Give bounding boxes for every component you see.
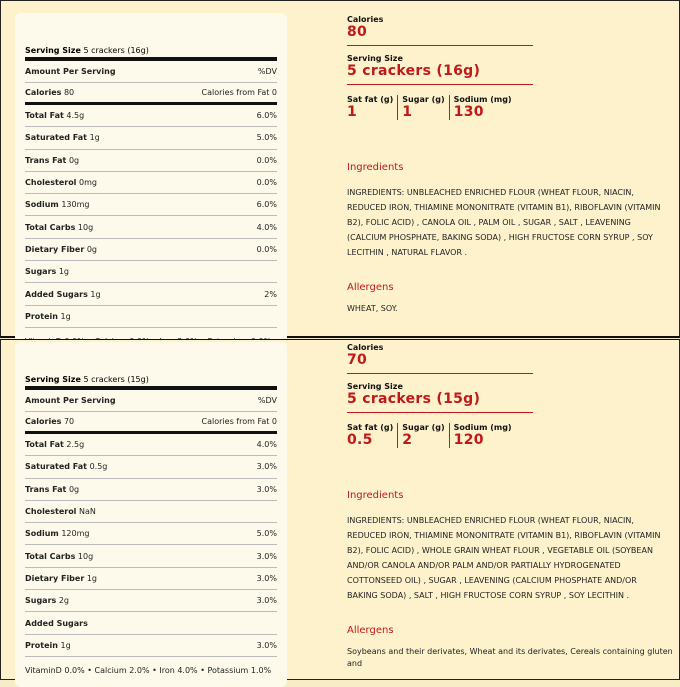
nutrient-name: Saturated Fat (25, 462, 88, 472)
serving-size-label: Serving Size (25, 375, 81, 384)
sugar-cell (397, 423, 448, 448)
nutrient-dv: 5.0% (256, 133, 277, 143)
nutrient-row (25, 261, 277, 283)
nutrient-dv: 5.0% (256, 529, 277, 539)
nutrient-dv: 0.0% (256, 155, 277, 165)
amount-per-serving: Amount Per Serving (25, 396, 116, 405)
nutrient-row (25, 612, 277, 634)
nutrient-name: Sugars (25, 596, 57, 606)
nutrient-row (25, 434, 277, 456)
nutrient-row (25, 456, 277, 478)
allergens-text: WHEAT, SOY. (347, 304, 398, 313)
key-nutrients (347, 423, 677, 448)
allergens-title: Allergens (347, 282, 394, 293)
nutrient-amount: 0g (68, 484, 80, 494)
nutrient-name: Total Fat (25, 440, 64, 450)
nutrient-amount: 10g (77, 222, 94, 232)
sodium-value: 120 (453, 432, 484, 448)
nutrient-amount: NaN (78, 507, 96, 517)
serving-size-row (25, 13, 277, 61)
nutrient-row (25, 150, 277, 172)
sodium-cell (449, 423, 516, 448)
nutrient-amount: 1g (86, 573, 97, 583)
calories-label: Calories (25, 88, 62, 97)
nutrient-name: Total Carbs (25, 551, 76, 561)
amount-per-serving-row (25, 61, 277, 83)
amount-per-serving: Amount Per Serving (25, 67, 116, 76)
ingredients-text: INGREDIENTS: UNBLEACHED ENRICHED FLOUR (WHEAT FLOUR, NIACIN, REDUCED IRON, THIAMINE MONONITRATE (VITAMIN B1), RIBOFLAVIN (VITAMIN B2), FOLIC ACID) , WHOLE GRAIN WHEAT FLOUR , VEGETABLE OIL (SOYBEAN AND/OR CANOLA AND/OR PALM AND/OR PARTIALLY HYDROGENATED COTTONSEED OIL) , SUGAR , LEAVENING (CALCIUM PHOSPHATE AND/OR BAKING SODA) , SALT , HIGH FRUCTOSE CORN SYRUP , SOY LECITHIN . (347, 516, 661, 600)
sat-fat-cell (347, 95, 397, 120)
nutrient-dv: 3.0% (256, 484, 277, 494)
nutrient-dv: 3.0% (256, 551, 277, 561)
nutrient-dv: 3.0% (256, 596, 277, 606)
key-nutrients (347, 95, 677, 120)
product-info (347, 343, 677, 670)
info-serving-value: 5 crackers (15g) (347, 391, 481, 407)
calories-value: 80 (63, 88, 75, 97)
sugar-value: 1 (402, 104, 413, 120)
sat-fat-cell (347, 423, 397, 448)
nutrient-amount: 2.5g (66, 440, 85, 450)
allergens-title: Allergens (347, 625, 394, 636)
nutrient-name: Dietary Fiber (25, 244, 85, 254)
nutrient-amount: 0.5g (89, 462, 108, 472)
nutrient-row (25, 127, 277, 149)
info-calories-value: 70 (347, 352, 368, 368)
nutrient-amount: 1g (90, 289, 101, 299)
info-calories-label: Calories (347, 15, 384, 24)
nutrition-label (15, 342, 287, 687)
nutrient-row (25, 283, 277, 305)
calories-from-fat: Calories from Fat 0 (201, 417, 277, 426)
nutrient-dv: 0.0% (256, 178, 277, 188)
info-serving-label: Serving Size (347, 382, 403, 391)
nutrient-amount: 1g (89, 133, 100, 143)
nutrient-amount: 0mg (78, 178, 97, 188)
nutrient-name: Added Sugars (25, 618, 88, 628)
nutrient-name: Protein (25, 640, 58, 650)
nutrient-name: Trans Fat (25, 484, 67, 494)
ingredients-title: Ingredients (347, 162, 404, 173)
nutrient-dv: 3.0% (256, 573, 277, 583)
nutrient-dv: 6.0% (256, 200, 277, 210)
nutrient-row (25, 590, 277, 612)
nutrient-dv: 3.0% (256, 640, 277, 650)
product-info (347, 15, 677, 315)
nutrient-dv: 0.0% (256, 244, 277, 254)
nutrient-row (25, 194, 277, 216)
sodium-value: 130 (453, 104, 484, 120)
divider (347, 84, 533, 85)
nutrient-name: Saturated Fat (25, 133, 88, 143)
ingredients-title: Ingredients (347, 490, 404, 501)
calories-row (25, 83, 277, 105)
vitamins-line: VitaminD 0.0% • Calcium 2.0% • Iron 4.0% • Potassium 1.0% (25, 665, 272, 675)
nutrient-dv: 4.0% (256, 222, 277, 232)
info-calories-value: 80 (347, 24, 368, 40)
divider (347, 373, 533, 374)
sat-fat-label: Sat fat (g) (347, 95, 394, 104)
nutrient-row (25, 479, 277, 501)
nutrient-amount: 0g (86, 244, 97, 254)
calories-from-fat: Calories from Fat 0 (201, 88, 277, 97)
serving-size-value: 5 crackers (15g) (83, 375, 149, 384)
allergens-text: Soybeans and their derivates, Wheat and its derivates, Cereals containing gluten and (347, 647, 673, 668)
sat-fat-value: 1 (347, 104, 358, 120)
nutrient-name: Protein (25, 311, 58, 321)
nutrient-amount: 130mg (61, 200, 90, 210)
nutrient-name: Sodium (25, 529, 59, 539)
nutrient-amount: 10g (77, 551, 94, 561)
nutrient-row (25, 239, 277, 261)
sodium-label: Sodium (mg) (453, 423, 512, 432)
nutrient-amount: 120mg (61, 529, 90, 539)
sat-fat-label: Sat fat (g) (347, 423, 394, 432)
nutrient-row (25, 568, 277, 590)
nutrient-amount: 1g (58, 267, 70, 277)
sugar-label: Sugar (g) (402, 423, 445, 432)
product-panel-1 (0, 0, 680, 338)
nutrient-row (25, 501, 277, 523)
sugar-label: Sugar (g) (402, 95, 445, 104)
divider (347, 45, 533, 46)
sodium-label: Sodium (mg) (453, 95, 512, 104)
calories-row (25, 412, 277, 434)
nutrient-name: Cholesterol (25, 178, 77, 188)
ingredients-text: INGREDIENTS: UNBLEACHED ENRICHED FLOUR (WHEAT FLOUR, NIACIN, REDUCED IRON, THIAMINE MONONITRATE (VITAMIN B1), RIBOFLAVIN (VITAMIN B2), FOLIC ACID) , CANOLA OIL , PALM OIL , SUGAR , SALT , LEAVENING (CALCIUM PHOSPHATE, BAKING SODA) , HIGH FRUCTOSE CORN SYRUP , SOY LECITHIN , NATURAL FLAVOR . (347, 188, 661, 257)
nutrient-amount: 1g (60, 640, 71, 650)
sugar-value: 2 (402, 432, 413, 448)
nutrient-name: Total Carbs (25, 222, 76, 232)
nutrient-name: Sugars (25, 267, 57, 277)
nutrient-amount: 1g (60, 311, 71, 321)
nutrient-name: Trans Fat (25, 155, 67, 165)
nutrient-row (25, 635, 277, 657)
nutrient-row (25, 172, 277, 194)
nutrient-dv: 3.0% (256, 462, 277, 472)
serving-size-label: Serving Size (25, 46, 81, 55)
nutrient-name: Cholesterol (25, 507, 77, 517)
amount-per-serving-row (25, 390, 277, 412)
serving-size-value: 5 crackers (16g) (83, 46, 149, 55)
info-calories-label: Calories (347, 343, 384, 352)
dv-header: %DV (257, 67, 277, 76)
nutrient-amount: 2g (58, 596, 70, 606)
nutrient-row (25, 216, 277, 238)
nutrient-dv: 4.0% (256, 440, 277, 450)
nutrient-name: Total Fat (25, 111, 64, 121)
nutrient-row (25, 545, 277, 567)
nutrient-name: Sodium (25, 200, 59, 210)
nutrient-dv: 6.0% (256, 111, 277, 121)
sugar-cell (397, 95, 448, 120)
nutrient-dv: 2% (264, 289, 277, 299)
divider (347, 412, 533, 413)
nutrient-name: Dietary Fiber (25, 573, 85, 583)
nutrient-amount: 0g (68, 155, 80, 165)
calories-label: Calories (25, 417, 62, 426)
nutrition-label (15, 13, 287, 343)
nutrient-row (25, 306, 277, 328)
sodium-cell (449, 95, 516, 120)
info-serving-value: 5 crackers (16g) (347, 63, 481, 79)
sat-fat-value: 0.5 (347, 432, 373, 448)
nutrient-amount: 4.5g (66, 111, 85, 121)
serving-size-row (25, 342, 277, 390)
nutrient-name: Added Sugars (25, 289, 88, 299)
dv-header: %DV (257, 396, 277, 405)
info-serving-label: Serving Size (347, 54, 403, 63)
nutrient-row (25, 523, 277, 545)
calories-value: 70 (63, 417, 75, 426)
product-panel-2 (0, 339, 680, 680)
nutrient-row (25, 105, 277, 127)
